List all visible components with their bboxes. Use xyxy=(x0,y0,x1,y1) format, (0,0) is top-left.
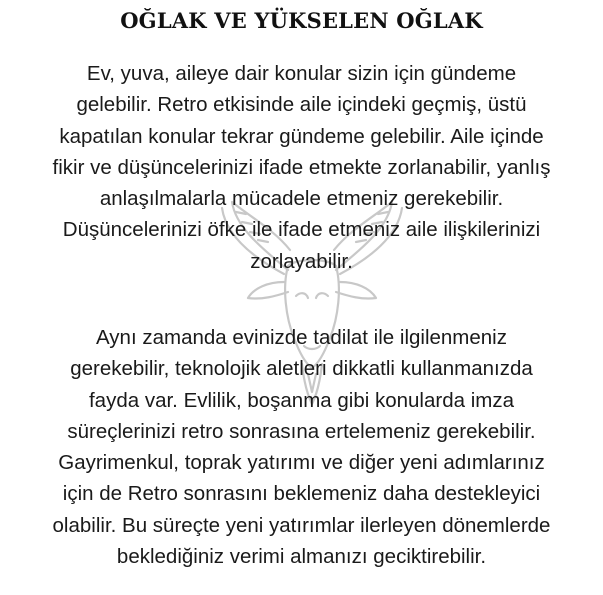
paragraph-line: kapatılan konular tekrar gündeme gelebilir. Aile içinde xyxy=(59,124,544,148)
paragraph-line: için de Retro sonrasını beklemeniz daha destekleyici xyxy=(62,482,541,506)
paragraph-line: Aynı zamanda evinizde tadilat ile ilgilenmeniz xyxy=(96,326,507,349)
paragraph-line: beklediğiniz verimi almanızı geciktirebilir. xyxy=(116,545,487,569)
paragraph-line: süreçlerinizi retro sonrasına ertelemeniz gerekebilir. xyxy=(67,419,536,443)
paragraph-line: Ev, yuva, aileye dair konular sizin için gündeme xyxy=(86,62,517,85)
paragraph-line: zorlayabilir. xyxy=(250,249,353,273)
paragraph-line: Düşüncelerinizi öfke ile ifade etmeniz aile ilişkilerinizi xyxy=(62,218,541,242)
paragraph-line: fayda var. Evlilik, boşanma gibi konularda imza xyxy=(88,388,514,412)
paragraph-line: anlaşılmalarla mücadele etmeniz gerekebilir. xyxy=(99,187,504,211)
paragraph-line: Gayrimenkul, toprak yatırımı ve diğer yeni adımlarınız xyxy=(58,451,545,475)
paragraph-line: gerekebilir, teknolojik aletleri dikkatli kullanmanızda xyxy=(70,357,533,381)
page-title: OĞLAK VE YÜKSELEN OĞLAK xyxy=(120,8,483,33)
paragraph-line: olabilir. Bu süreçte yeni yatırımlar ilerleyen dönemlerde xyxy=(52,513,551,537)
paragraph-2 xyxy=(0,322,603,572)
paragraph-1 xyxy=(0,58,603,277)
paragraph-line: fikir ve düşüncelerinizi ifade etmekte zorlanabilir, yanlış xyxy=(52,155,551,179)
paragraph-line: gelebilir. Retro etkisinde aile içindeki geçmiş, üstü xyxy=(76,93,527,117)
